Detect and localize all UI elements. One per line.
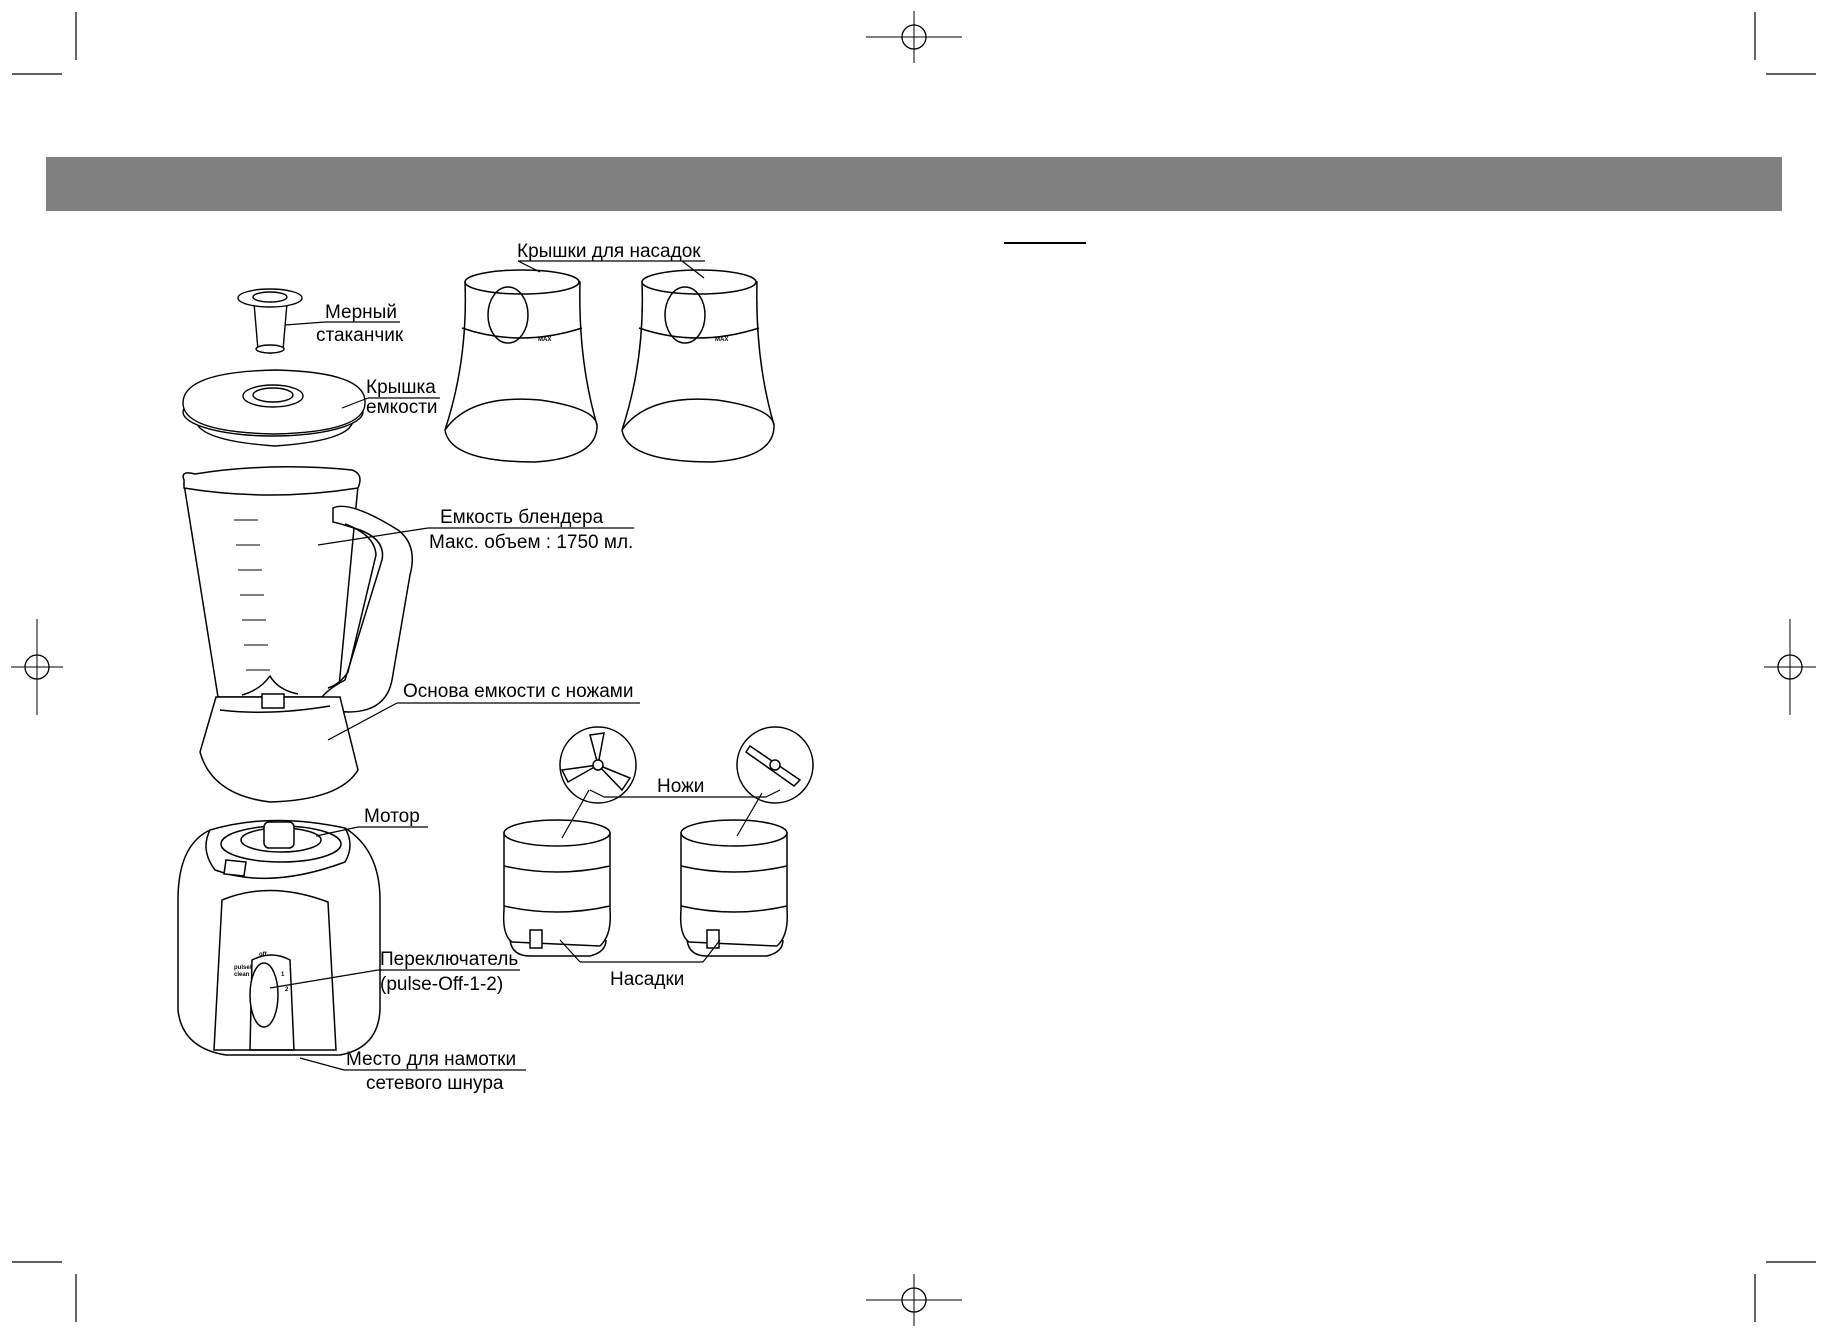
label-measuring-cup-line2: стаканчик	[316, 325, 404, 346]
label-switch-line1: Переключатель	[380, 949, 519, 970]
attachment-cup-right	[681, 820, 788, 956]
label-motor: Мотор	[364, 806, 420, 827]
label-container-lid-line2: емкости	[366, 397, 438, 418]
label-attachment-lids: Крышки для насадок	[517, 241, 701, 262]
container-lid-illustration	[183, 370, 365, 446]
switch-marking-2: 2	[285, 987, 289, 993]
label-container-base: Основа емкости с ножами	[403, 681, 634, 702]
knife-cross-closeup	[560, 727, 636, 803]
knife-blade-closeup	[737, 727, 813, 803]
switch-marking-clean: clean	[234, 972, 250, 978]
label-cord-storage-line2: сетевого шнура	[366, 1073, 504, 1094]
label-container-lid-line1: Крышка	[366, 377, 436, 398]
attachment-lid-right	[622, 270, 774, 462]
switch-marking-pulse: pulse/	[234, 965, 252, 971]
switch-marking-1: 1	[281, 972, 285, 978]
measuring-cup-illustration	[238, 289, 302, 353]
max-mark-left: MAX	[538, 337, 552, 343]
attachment-cup-left	[504, 820, 611, 956]
label-knives: Ножи	[657, 776, 705, 797]
label-blender-container: Емкость блендера	[440, 507, 604, 528]
label-cord-storage-line1: Место для намотки	[346, 1049, 517, 1070]
label-max-volume: Макс. объем : 1750 мл.	[429, 532, 634, 553]
label-measuring-cup-line1: Мерный	[325, 302, 397, 323]
attachment-lid-left	[445, 270, 597, 462]
switch-marking-off: off	[259, 952, 267, 958]
motor-base-illustration	[178, 820, 380, 1055]
label-switch-line2: (pulse-Off-1-2)	[380, 974, 504, 995]
label-attachments: Насадки	[610, 969, 685, 990]
blender-jug-illustration	[183, 467, 412, 802]
max-mark-right: MAX	[715, 337, 729, 343]
